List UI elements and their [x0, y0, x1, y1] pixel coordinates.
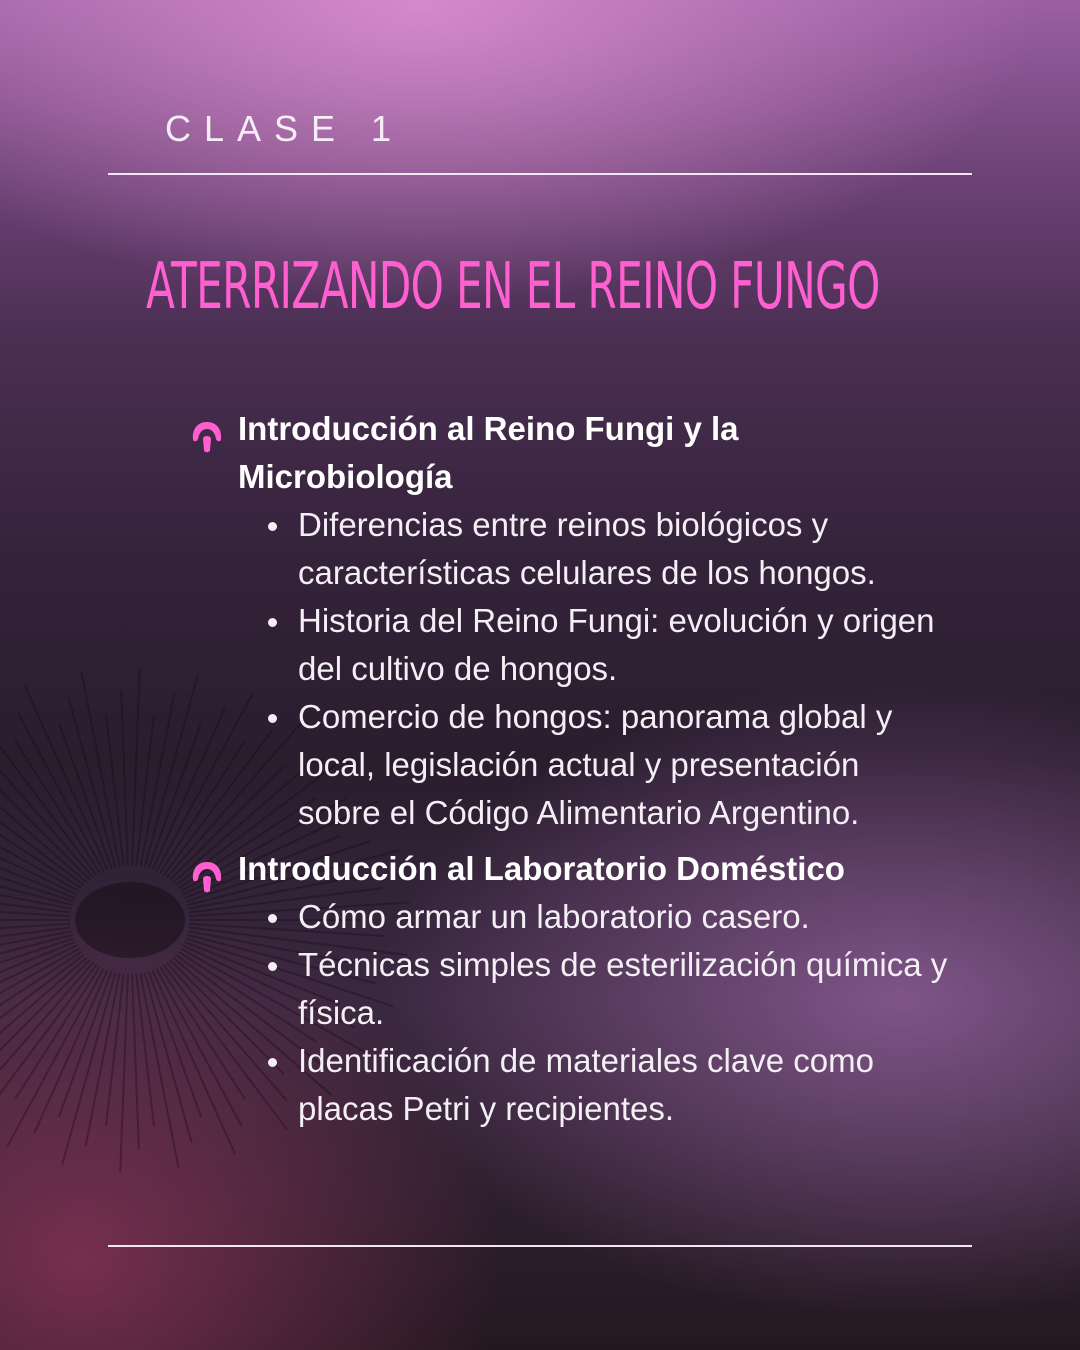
- subtopic-item: Identificación de materiales clave como placas Petri y recipientes.: [298, 1037, 950, 1133]
- subtopic-item: Comercio de hongos: panorama global y local, legislación actual y presentación sobre el Código Alimentario Argentino.: [298, 693, 950, 837]
- topic-title: Introducción al Laboratorio Doméstico: [238, 850, 845, 887]
- mushroom-icon: [190, 419, 224, 455]
- subtopic-item: Historia del Reino Fungi: evolución y origen del cultivo de hongos.: [298, 597, 950, 693]
- topic-item: [190, 845, 950, 1133]
- topics-list: [190, 405, 950, 1133]
- subtopic-item: Diferencias entre reinos biológicos y características celulares de los hongos.: [298, 501, 950, 597]
- bottom-divider: [108, 1245, 972, 1247]
- class-number-label: CLASE 1: [165, 108, 405, 149]
- topic-title: Introducción al Reino Fungi y la Microbiología: [238, 410, 739, 495]
- top-divider: [108, 173, 972, 175]
- subtopic-list: [238, 893, 950, 1133]
- subtopic-list: [238, 501, 950, 837]
- subtopic-item: Cómo armar un laboratorio casero.: [298, 893, 950, 941]
- subtopic-item: Técnicas simples de esterilización química y física.: [298, 941, 950, 1037]
- mushroom-icon: [190, 859, 224, 895]
- topic-item: [190, 405, 950, 837]
- class-title: ATERRIZANDO EN EL REINO FUNGO: [146, 250, 880, 324]
